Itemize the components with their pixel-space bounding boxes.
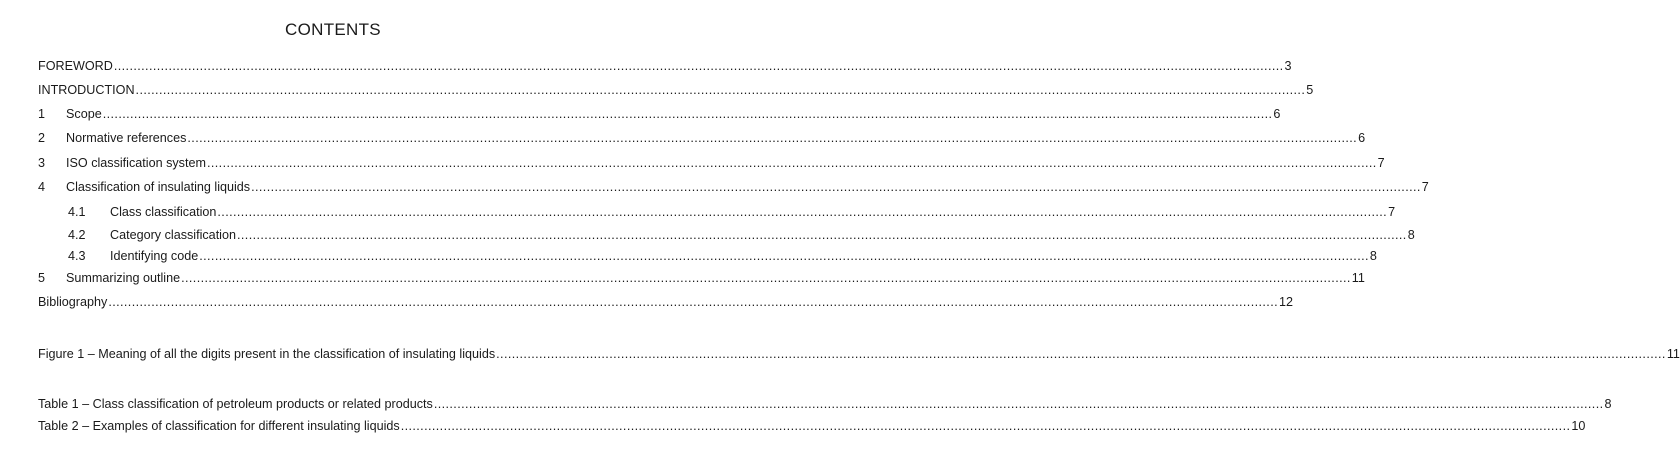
toc-entry-table-2[interactable] (38, 418, 1586, 434)
toc-entry-normative-references[interactable] (38, 130, 1366, 146)
toc-entry-scope[interactable] (38, 106, 1281, 122)
toc-entry-page: 10 (1571, 419, 1586, 433)
toc-entry-text: Class classification (110, 205, 217, 219)
toc-entry-number: 4 (38, 180, 46, 194)
toc-entry-page: 11 (1666, 347, 1680, 361)
toc-entry-number: 5 (38, 271, 46, 285)
dot-leader: ............................................................................................................................................................................................................................................................................................................ (217, 205, 1388, 219)
dot-leader: ............................................................................................................................................................................................................................................................................................................ (102, 107, 1273, 121)
toc-entry-bibliography[interactable] (38, 294, 1294, 310)
toc-entry-table-1[interactable] (38, 396, 1612, 412)
toc-entry-iso-classification-system[interactable] (38, 155, 1385, 171)
toc-entry-number: 4.2 (68, 228, 86, 242)
toc-entry-page: 7 (1421, 180, 1429, 194)
toc-entry-text: Table 1 – Class classification of petroleum products or related products (38, 397, 433, 411)
toc-entry-page: 5 (1306, 83, 1314, 97)
toc-entry-text: ISO classification system (66, 156, 206, 170)
toc-entry-text: Normative references (66, 131, 187, 145)
toc-entry-number: 1 (38, 107, 46, 121)
toc-entry-category-classification[interactable] (68, 227, 1415, 243)
dot-leader: ............................................................................................................................................................................................................................................................................................................ (113, 59, 1284, 73)
toc-entry-page: 3 (1284, 59, 1292, 73)
toc-entry-number: 2 (38, 131, 46, 145)
toc-entry-page: 6 (1358, 131, 1366, 145)
dot-leader: ............................................................................................................................................................................................................................................................................................................ (206, 156, 1377, 170)
toc-entry-text: Identifying code (110, 249, 199, 263)
toc-entry-page: 6 (1273, 107, 1281, 121)
toc-entry-number: 4.3 (68, 249, 86, 263)
toc-entry-summarizing-outline[interactable] (38, 270, 1365, 286)
dot-leader: ............................................................................................................................................................................................................................................................................................................ (187, 131, 1358, 145)
toc-entry-text: Figure 1 – Meaning of all the digits present in the classification of insulating liquids (38, 347, 496, 361)
dot-leader: ............................................................................................................................................................................................................................................................................................................ (400, 419, 1571, 433)
toc-entry-text: Scope (66, 107, 102, 121)
toc-entry-foreword[interactable] (38, 58, 1292, 74)
toc-entry-page: 8 (1407, 228, 1415, 242)
dot-leader: ............................................................................................................................................................................................................................................................................................................ (496, 347, 1666, 361)
dot-leader: ............................................................................................................................................................................................................................................................................................................ (433, 397, 1604, 411)
toc-entry-text: Table 2 – Examples of classification for different insulating liquids (38, 419, 400, 433)
dot-leader: ............................................................................................................................................................................................................................................................................................................ (237, 228, 1407, 242)
toc-entry-text: INTRODUCTION (38, 83, 135, 97)
toc-entry-text: FOREWORD (38, 59, 113, 73)
toc-entry-figure-1[interactable] (38, 346, 1680, 362)
dot-leader: ............................................................................................................................................................................................................................................................................................................ (181, 271, 1351, 285)
toc-entry-text: Classification of insulating liquids (66, 180, 251, 194)
toc-entry-text: Bibliography (38, 295, 108, 309)
dot-leader: ............................................................................................................................................................................................................................................................................................................ (135, 83, 1306, 97)
dot-leader: ............................................................................................................................................................................................................................................................................................................ (251, 180, 1421, 194)
toc-entry-class-classification[interactable] (68, 204, 1396, 220)
toc-entry-number: 3 (38, 156, 46, 170)
toc-entry-page: 11 (1351, 271, 1365, 285)
toc-entry-introduction[interactable] (38, 82, 1314, 98)
toc-entry-identifying-code[interactable] (68, 248, 1377, 264)
toc-entry-page: 8 (1369, 249, 1377, 263)
toc-entry-page: 7 (1377, 156, 1385, 170)
toc-entry-page: 12 (1279, 295, 1294, 309)
dot-leader: ............................................................................................................................................................................................................................................................................................................ (108, 295, 1278, 309)
toc-entry-number: 4.1 (68, 205, 86, 219)
toc-entry-text: Category classification (110, 228, 236, 242)
toc-entry-page: 8 (1604, 397, 1612, 411)
toc-entry-page: 7 (1388, 205, 1396, 219)
toc-entry-text: Summarizing outline (66, 271, 181, 285)
page-title: CONTENTS (285, 20, 381, 39)
toc-entry-classification-of-insulating-liquids[interactable] (38, 179, 1429, 195)
dot-leader: ............................................................................................................................................................................................................................................................................................................ (199, 249, 1369, 263)
